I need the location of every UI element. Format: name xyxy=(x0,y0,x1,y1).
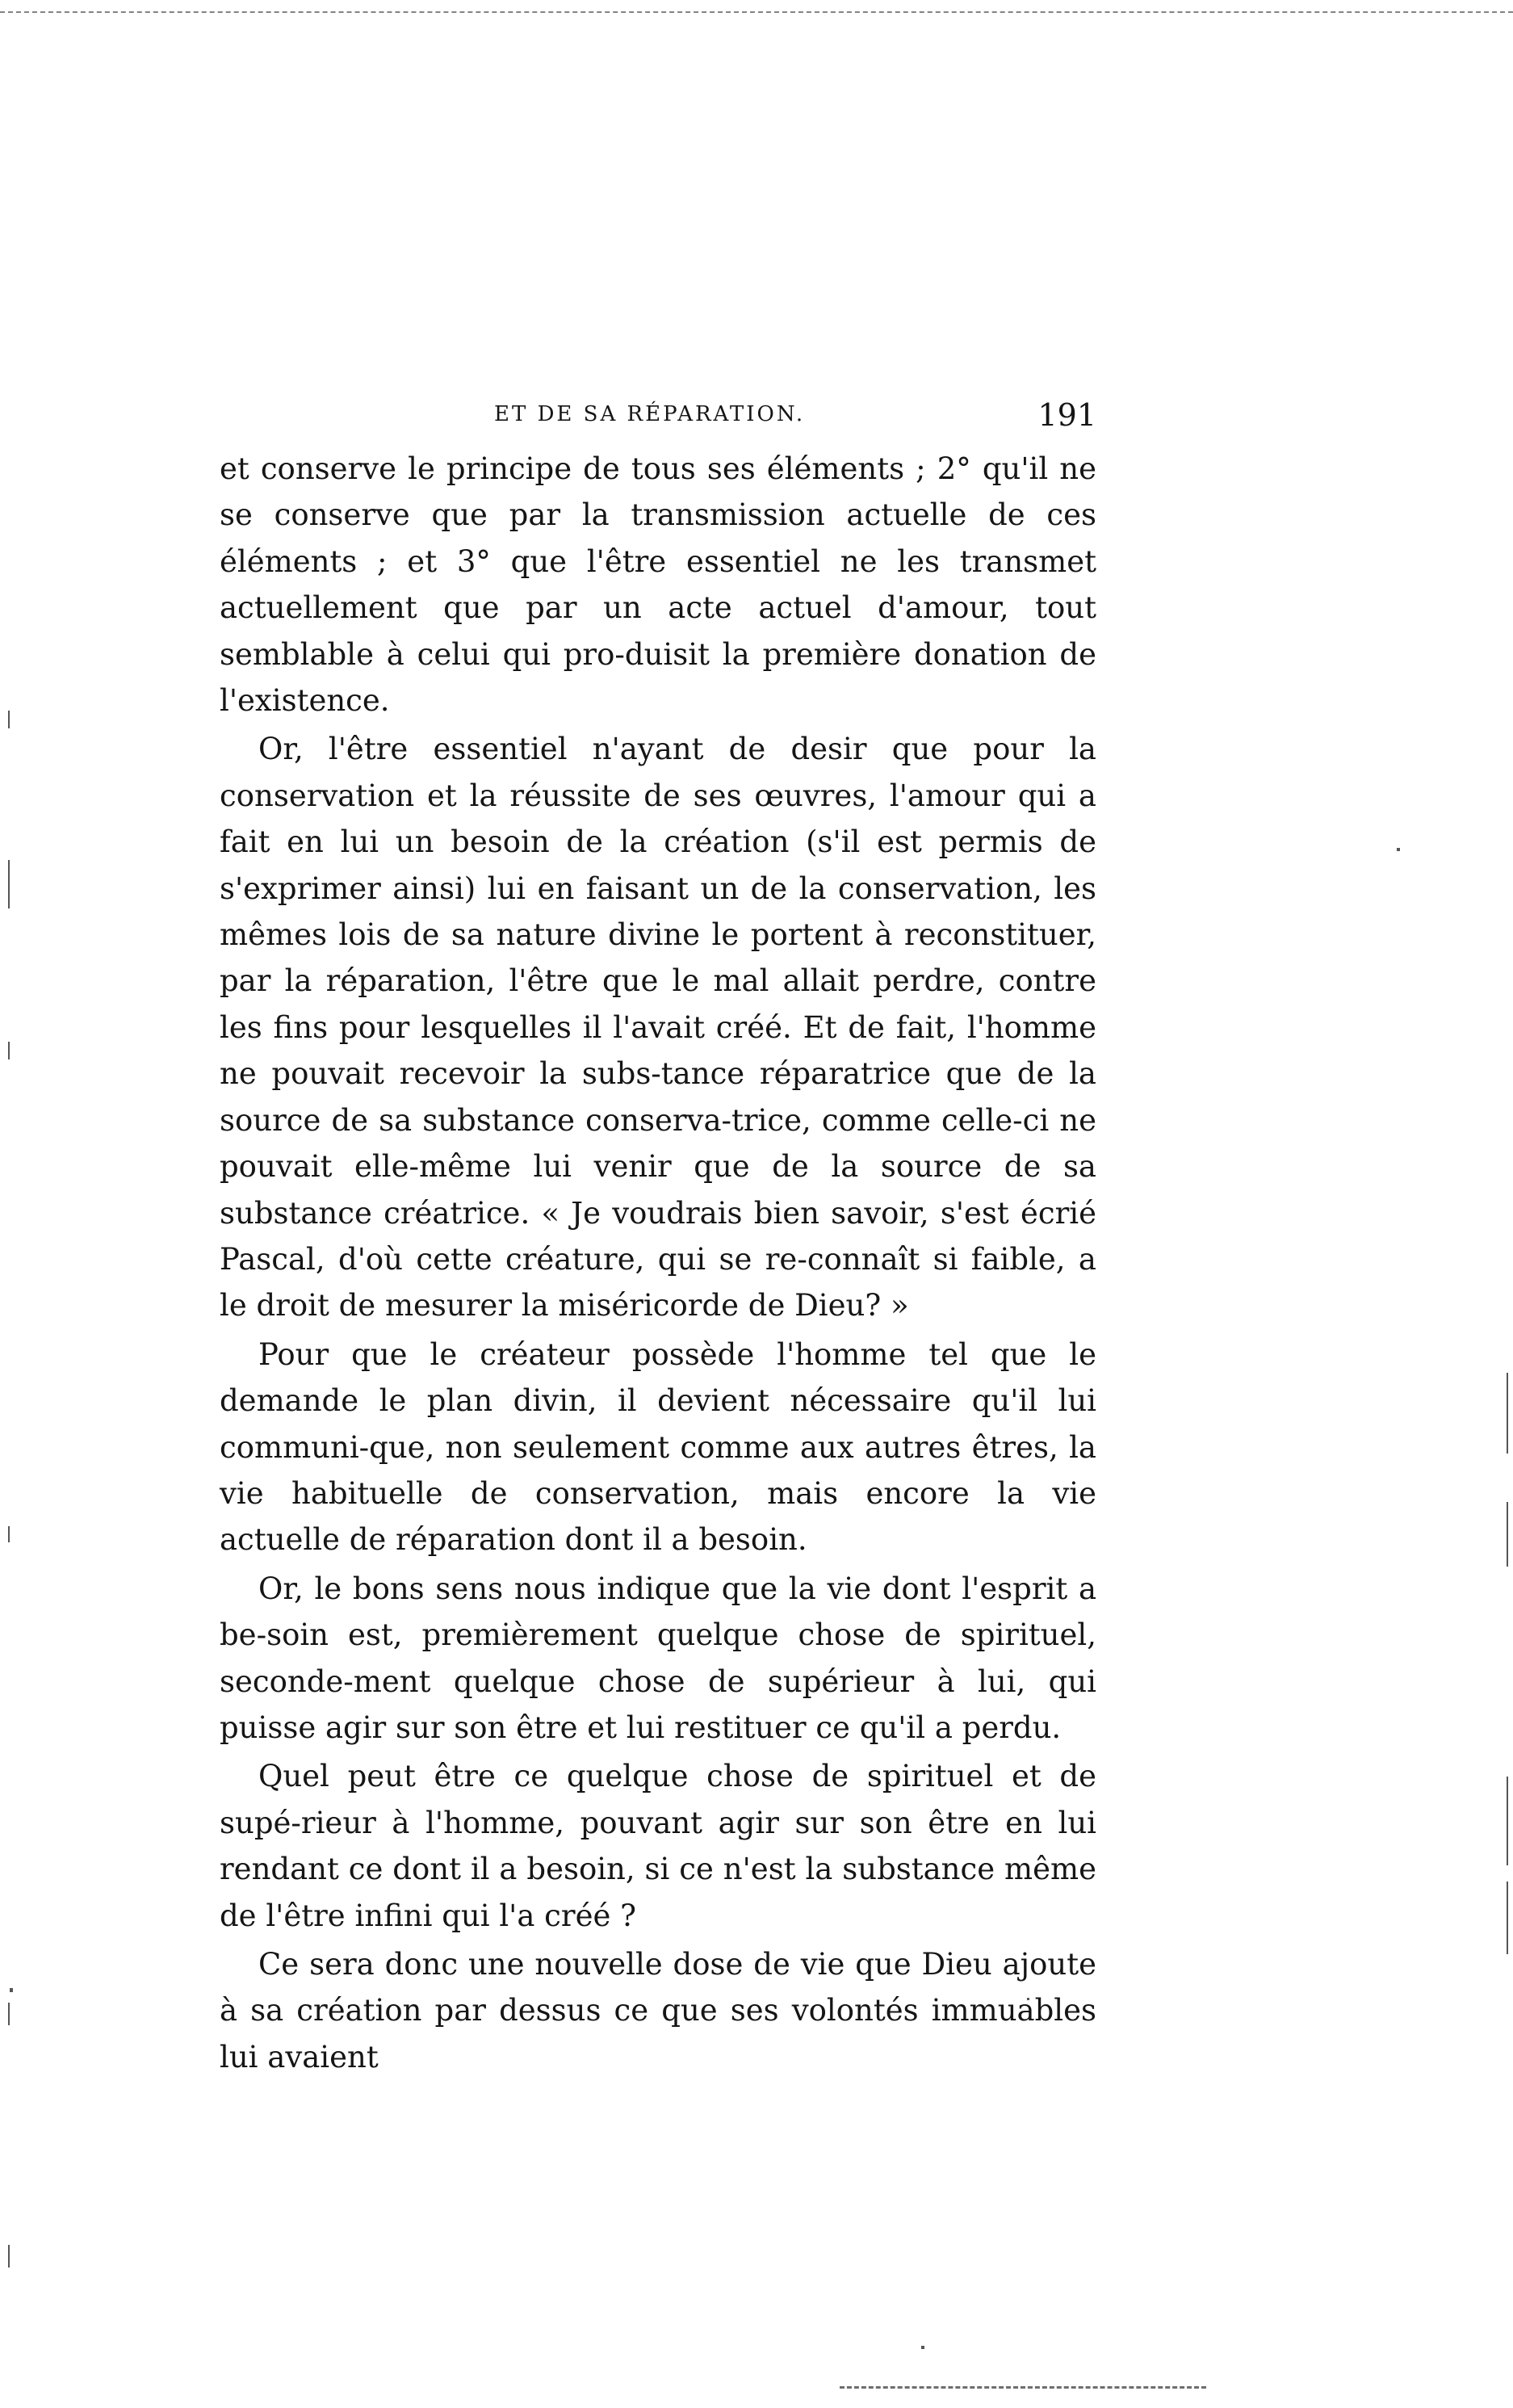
running-head xyxy=(220,397,1096,438)
paragraph: Or, l'être essentiel n'ayant de desir que pour la conservation et la réussite de ses œuvres, l'amour qui a fait en lui un besoin de la création (s'il est permis de s'exprimer ainsi) lui en faisant un de la conservation, les mêmes lois de sa nature divine le portent à reconstituer, par la réparation, l'être que le mal allait perdre, contre les fins pour lesquelles il l'avait créé. Et de fait, l'homme ne pouvait recevoir la subs-tance réparatrice que de la source de sa substance conserva-trice, comme celle-ci ne pouvait elle-même lui venir que de la source de sa substance créatrice. « Je voudrais bien savoir, s'est écrié Pascal, d'où cette créature, qui se re-connaît si faible, a le droit de mesurer la miséricorde de Dieu? » xyxy=(220,732,1096,1324)
page-number: 191 xyxy=(1037,397,1096,433)
paragraph: Ce sera donc une nouvelle dose de vie que Dieu ajoute à sa création par dessus ce que ses volontés immuables lui avaient xyxy=(220,1947,1096,2074)
top-page-edge xyxy=(0,11,1513,13)
paragraph: Quel peut être ce quelque chose de spirituel et de supé-rieur à l'homme, pouvant agir sur son être en lui rendant ce dont il a besoin, si ce n'est la substance même de l'être infini qui l'a créé ? xyxy=(220,1759,1096,1933)
paragraph: et conserve le principe de tous ses éléments ; 2° qu'il ne se conserve que par la transmission actuelle de ces éléments ; et 3° que l'être essentiel ne les transmet actuellement que par un acte actuel d'amour, tout semblable à celui qui pro-duisit la première donation de l'existence. xyxy=(220,451,1096,719)
paragraph: Pour que le créateur possède l'homme tel que le demande le plan divin, il devient nécessaire qu'il lui communi-que, non seulement comme aux autres êtres, la vie habituelle de conservation, mais encore la vie actuelle de réparation dont il a besoin. xyxy=(220,1336,1096,1558)
body-text xyxy=(220,446,1096,2080)
bottom-page-edge xyxy=(840,2386,1206,2389)
paragraph: Or, le bons sens nous indique que la vie dont l'esprit a be-soin est, premièrement quelque chose de spirituel, seconde-ment quelque chose de supérieur à lui, qui puisse agir sur son être et lui restituer ce qu'il a perdu. xyxy=(220,1571,1096,1745)
running-head-title: ET DE SA RÉPARATION. xyxy=(494,402,806,426)
